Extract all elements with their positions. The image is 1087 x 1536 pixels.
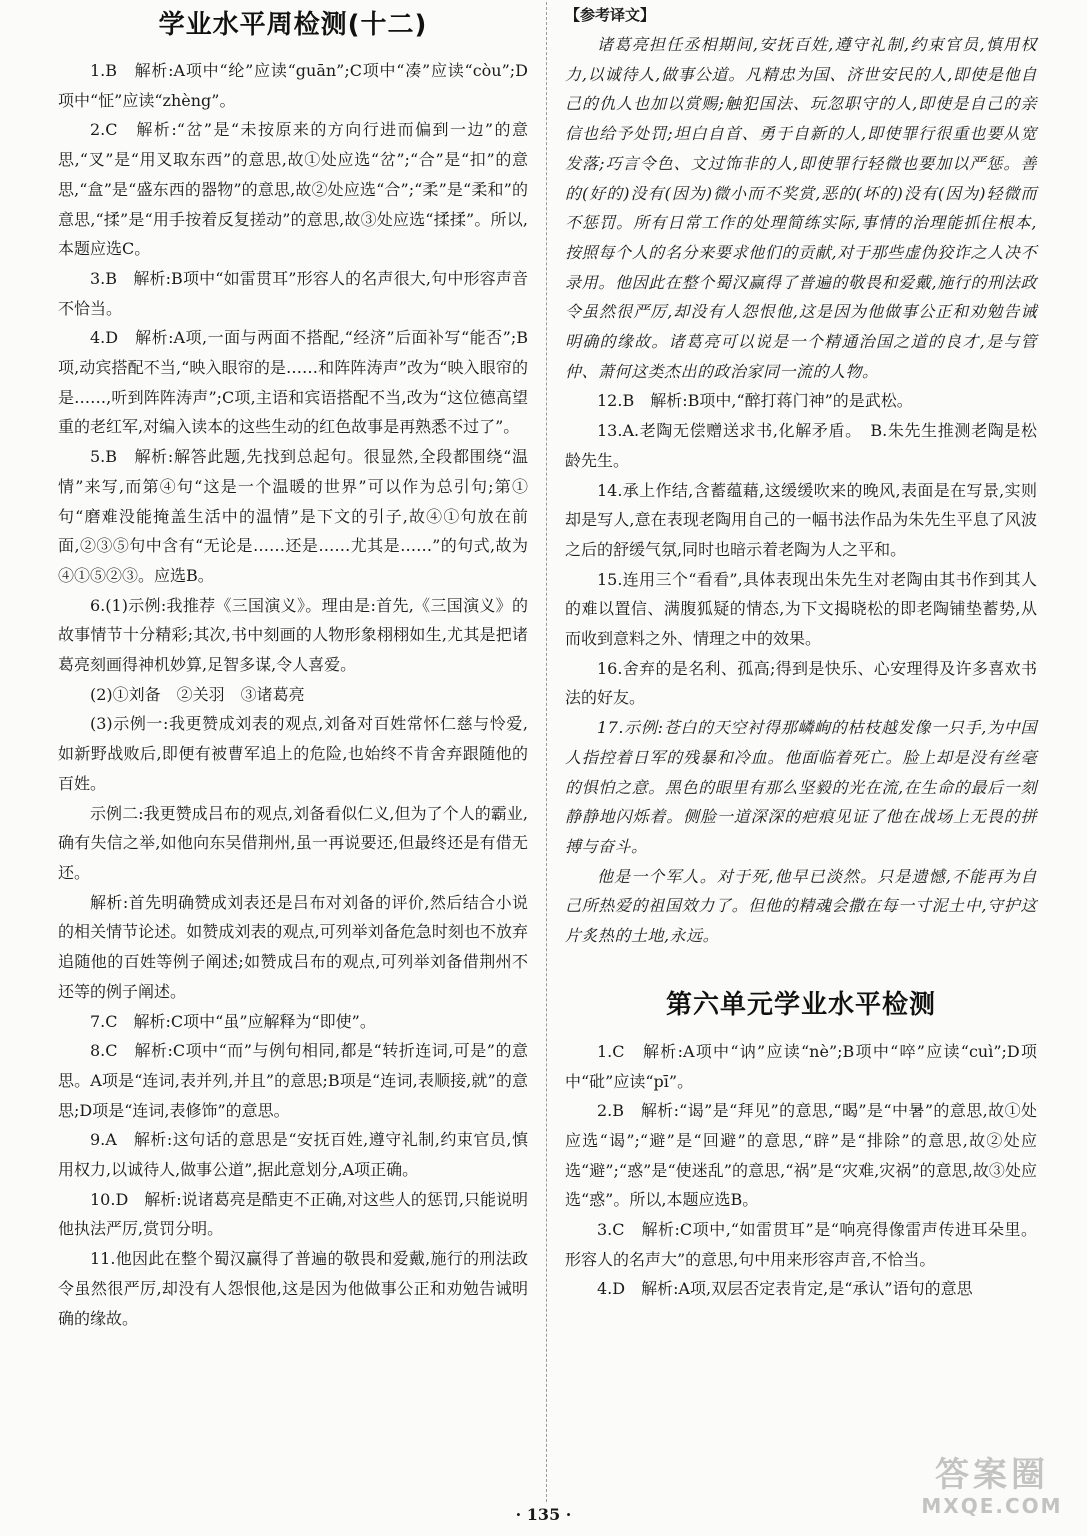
watermark-url: MXQE.COM bbox=[921, 1494, 1063, 1518]
watermark-logo bbox=[907, 1455, 1077, 1528]
column-divider bbox=[546, 2, 547, 1502]
answer-6-2: (2)①刘备 ②关羽 ③诸葛亮 bbox=[90, 684, 305, 704]
answer-6-analysis: 解析:首先明确赞成刘表还是吕布对刘备的评价,然后结合小说的相关情节论述。如赞成刘表的观点,可列举刘备危急时刻也不放弃追随他的百姓等例子阐述;如赞成吕布的观点,可列举刘备借荆州不还等的例子阐述。 bbox=[58, 892, 528, 1001]
page-number: · 135 · bbox=[515, 1505, 572, 1524]
answer-6-3-example-2: 示例二:我更赞成吕布的观点,刘备看似仁义,但为了个人的霸业,确有失信之举,如他向东吴借荆州,虽一再说要还,但最终还是有借无还。 bbox=[58, 803, 528, 882]
unit-title: 第六单元学业水平检测 bbox=[665, 989, 936, 1020]
answer-12: 12.B 解析:B项中,“醉打蒋门神”的是武松。 bbox=[597, 391, 913, 411]
answer-4: 4.D 解析:A项,一面与两面不搭配,“经济”后面补写“能否”;B项,动宾搭配不当,“映入眼帘的是……和阵阵涛声”改为“映入眼帘的是……,听到阵阵涛声”;C项,主语和宾语搭配不当,改为“这位德高望重的老红军,对编入读本的这些生动的红色故事是再熟悉不过了”。 bbox=[58, 328, 528, 437]
unit-answer-1: 1.C 解析:A项中“讷”应读“nè”;B项中“啐”应读“cuì”;D项中“砒”应读“pī”。 bbox=[565, 1041, 1037, 1091]
unit-answer-3: 3.C 解析:C项中,“如雷贯耳”是“响亮得像雷声传进耳朵里。形容人的名声大”的意思,句中用来形容声音,不恰当。 bbox=[565, 1220, 1037, 1269]
answer-13: 13.A.老陶无偿赠送求书,化解矛盾。 B.朱先生推测老陶是松龄先生。 bbox=[565, 421, 1037, 470]
answer-6-1: 6.(1)示例:我推荐《三国演义》。理由是:首先,《三国演义》的故事情节十分精彩;其次,书中刻画的人物形象栩栩如生,尤其是把诸葛亮刻画得神机妙算,足智多谋,令人喜爱。 bbox=[58, 595, 528, 675]
answer-5: 5.B 解析:解答此题,先找到总起句。很显然,全段都围绕“温情”来写,而第④句“这是一个温暖的世界”可以作为总引句;第①句“磨难没能掩盖生活中的温情”是下文的引子,故④①句放在前面,②③⑤句中含有“无论是……还是……尤其是……”的句式,故为④①⑤②③。应选B。 bbox=[58, 447, 528, 585]
page-title: 学业水平周检测(十二) bbox=[158, 10, 428, 40]
answer-16: 16.舍弃的是名利、孤高;得到是快乐、心安理得及许多喜欢书法的好友。 bbox=[565, 658, 1037, 708]
answer-10: 10.D 解析:说诸葛亮是酷吏不正确,对这些人的惩罚,只能说明他执法严厉,赏罚分明。 bbox=[58, 1189, 528, 1239]
answer-17: 17.示例:苍白的天空衬得那嶙峋的枯枝越发像一只手,为中国人指控着日军的残暴和冷血。他面临着死亡。脸上却是没有丝毫的惧怕之意。黑色的眼里有那么坚毅的光在流,在生命的最后一刻静静地闪烁着。侧脸一道深深的疤痕见证了他在战场上无畏的拼搏与奋斗。 bbox=[565, 718, 1037, 856]
answer-11: 11.他因此在整个蜀汉赢得了普遍的敬畏和爱戴,施行的刑法政令虽然很严厉,却没有人怨恨他,这是因为他做事公正和劝勉告诫明确的缘故。 bbox=[58, 1249, 528, 1328]
answer-6-3-example-1: (3)示例一:我更赞成刘表的观点,刘备对百姓常怀仁慈与怜爱,如新野战败后,即便有被曹军追上的危险,也始终不肯舍弃跟随他的百姓。 bbox=[58, 714, 528, 793]
answer-15: 15.连用三个“看看”,具体表现出朱先生对老陶由其书作到其人的难以置信、满腹狐疑的情态,为下文揭晓松的即老陶铺垫蓄势,从而收到意料之外、情理之中的效果。 bbox=[565, 569, 1037, 649]
answer-1: 1.B 解析:A项中“纶”应读“guān”;C项中“凑”应读“còu”;D项中“怔”应读“zhèng”。 bbox=[58, 61, 528, 110]
reference-translation-label: 【参考译文】 bbox=[565, 6, 656, 24]
reference-translation: 诸葛亮担任丞相期间,安抚百姓,遵守礼制,约束官员,慎用权力,以诚待人,做事公道。凡精忠为国、济世安民的人,即使是他自己的仇人也加以赏赐;触犯国法、玩忽职守的人,即使是自己的亲信也给予处罚;坦白自首、勇于自新的人,即使罪行很重也要从宽发落;巧言令色、文过饰非的人,即使罪行轻微也要加以严惩。善的(好的)没有(因为)微小而不奖赏,恶的(坏的)没有(因为)轻微而不惩罚。所有日常工作的处理简练实际,事情的治理能抓住根本,按照每个人的名分来要求他们的贡献,对于那些虚伪狡诈之人决不录用。他因此在整个蜀汉赢得了普遍的敬畏和爱戴,施行的刑法政令虽然很严厉,却没有人怨恨他,这是因为他做事公正和劝勉告诫明确的缘故。诸葛亮可以说是一个精通治国之道的良才,是与管仲、萧何这类杰出的政治家同一流的人物。 bbox=[565, 35, 1037, 381]
unit-answer-2: 2.B 解析:“谒”是“拜见”的意思,“暍”是“中暑”的意思,故①处应选“谒”;“避”是“回避”的意思,“辟”是“排除”的意思,故②处应选“避”;“惑”是“使迷乱”的意思,“祸”是“灾难,灾祸”的意思,故③处应选“惑”。所以,本题应选B。 bbox=[565, 1101, 1037, 1210]
answer-7: 7.C 解析:C项中“虽”应解释为“即使”。 bbox=[90, 1011, 376, 1031]
answer-3: 3.B 解析:B项中“如雷贯耳”形容人的名声很大,句中形容声音不恰当。 bbox=[58, 268, 528, 318]
answer-8: 8.C 解析:C项中“而”与例句相同,都是“转折连词,可是”的意思。A项是“连词,表并列,并且”的意思;B项是“连词,表顺接,就”的意思;D项是“连词,表修饰”的意思。 bbox=[58, 1041, 528, 1120]
answer-17-continued: 他是一个军人。对于死,他早已淡然。只是遗憾,不能再为自己所热爱的祖国效力了。但他的精魂会撒在每一寸泥土中,守护这片炙热的土地,永远。 bbox=[565, 866, 1037, 946]
left-column bbox=[58, 0, 528, 1333]
answer-2: 2.C 解析:“岔”是“未按原来的方向行进而偏到一边”的意思,“叉”是“用叉取东西”的意思,故①处应选“岔”;“合”是“扣”的意思,“盒”是“盛东西的器物”的意思,故②处应选“合”;“柔”是“柔和”的意思,“揉”是“用手按着反复搓动”的意思,故③处应选“揉揉”。所以,本题应选C。 bbox=[58, 120, 528, 259]
answer-9: 9.A 解析:这句话的意思是“安抚百姓,遵守礼制,约束官员,慎用权力,以诚待人,做事公道”,据此意划分,A项正确。 bbox=[58, 1130, 528, 1180]
unit-answer-4: 4.D 解析:A项,双层否定表肯定,是“承认”语句的意思 bbox=[597, 1279, 973, 1299]
answer-14: 14.承上作结,含蓄蕴藉,这缓缓吹来的晚风,表面是在写景,实则却是写人,意在表现老陶用自己的一幅书法作品为朱先生平息了风波之后的舒缓气氛,同时也暗示着老陶为人之平和。 bbox=[565, 480, 1037, 559]
watermark-logo-text: 答案圈 bbox=[935, 1455, 1049, 1495]
right-column bbox=[565, 0, 1037, 1304]
